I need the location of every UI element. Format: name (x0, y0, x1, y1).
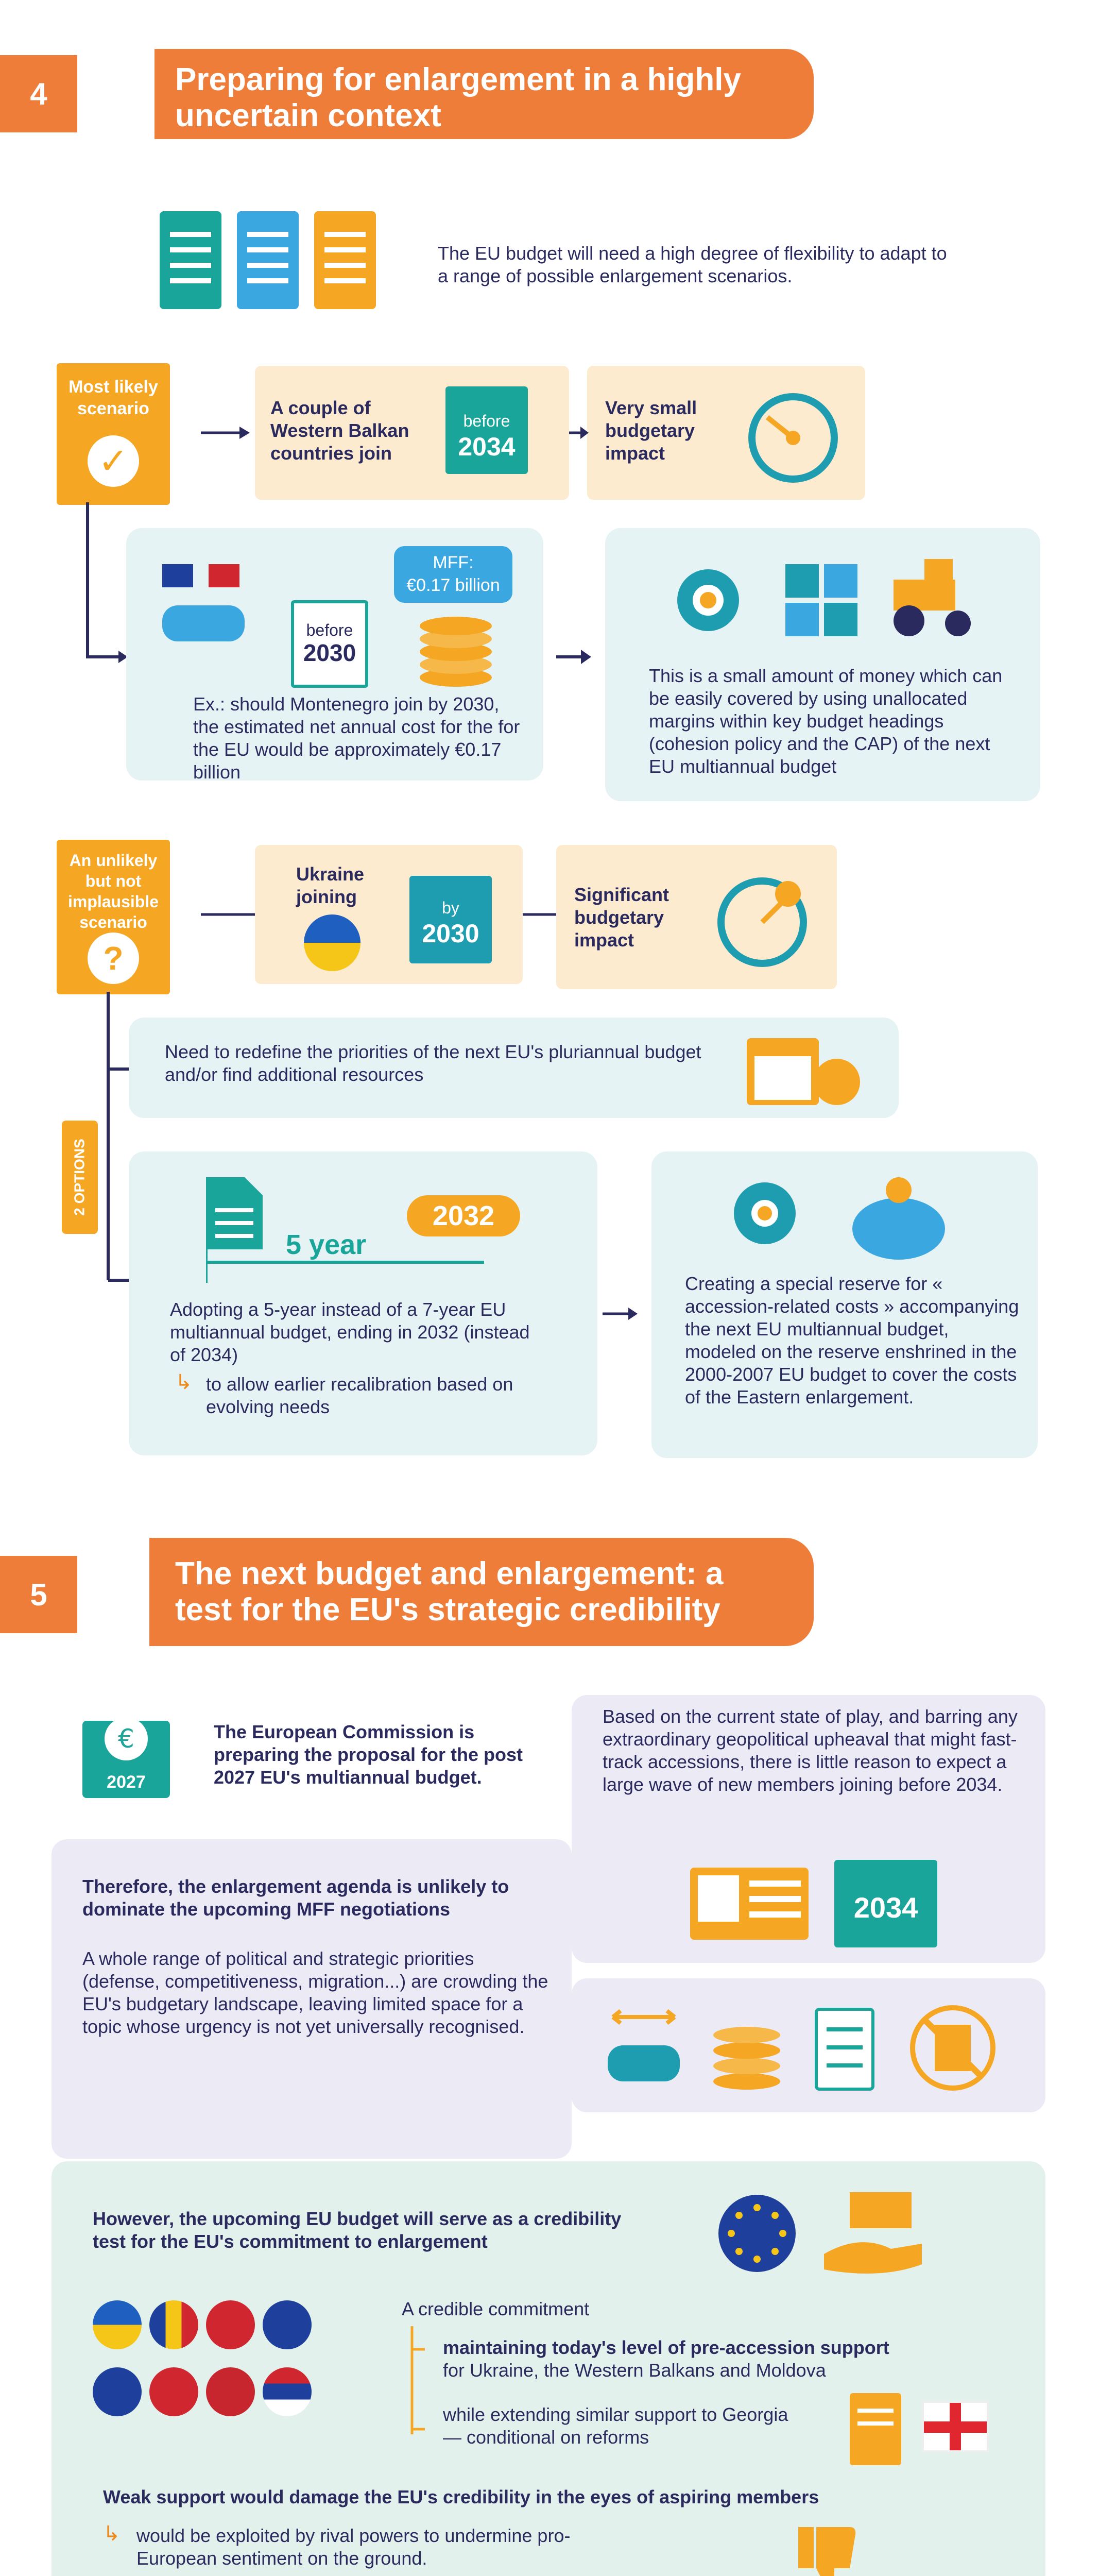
handshake-icon (603, 2002, 685, 2094)
arrow-icon (201, 425, 252, 440)
bracket-line (407, 2326, 427, 2445)
arrow-icon (569, 425, 590, 440)
option2-text: Creating a special reserve for « accession-related costs » accompanying the next EU multiannual budget, modeled on the reserve enshrined in the 2000-2007 EU budget to cover the costs of the Eastern enlargement. (685, 1273, 1019, 1408)
year-2027-label: 2027 (107, 1772, 146, 1792)
option1-box (129, 1151, 597, 1455)
tractor-icon (883, 554, 981, 641)
moldova-flag-icon (149, 2300, 198, 2349)
weak-support-text: Weak support would damage the EU's credibility in the eyes of aspiring members (103, 2486, 819, 2507)
calendar-icon: 2034 (834, 1860, 937, 1947)
calendar-icon: before 2030 (291, 600, 368, 688)
section-title: Preparing for enlargement in a highly uncertain context (154, 49, 814, 139)
serbia-flag-icon (263, 2367, 312, 2416)
arrow-icon (556, 647, 592, 667)
mff-bubble: MFF: €0.17 billion (394, 546, 512, 603)
puzzle-icon (780, 559, 863, 641)
intro-text: The EU budget will need a high degree of flexibility to adapt to a range of possible enlargement scenarios. (438, 243, 947, 286)
option1-text: Adopting a 5-year instead of a 7-year EU multiannual budget, ending in 2032 (instead of 2034) (170, 1299, 530, 1365)
montenegro-flag-icon (206, 2367, 255, 2416)
no-document-icon (906, 2002, 999, 2094)
coins-icon (708, 2009, 785, 2092)
therefore-box: Therefore, the enlargement agenda is unlikely to dominate the upcoming MFF negotiations A whole range of political and strategic priorities (defense, competitiveness, migration...) are crowding the EU's budgetary landscape, leaving limited space for a topic whose urgency is not yet universally recognised. (51, 1839, 572, 2159)
eu-flag-icon (716, 2192, 798, 2275)
sub-arrow-icon: ↳ (175, 1371, 193, 1394)
unlikely-scenario-label: An unlikely but not implausible scenario ? (57, 840, 170, 994)
likely-scenario-a: A couple of Western Balkan countries join before 2034 (255, 366, 569, 500)
commission-text: The European Commission is preparing the proposal for the post 2027 EU's multiannual budget. (214, 1721, 523, 1788)
extending-text: while extending similar support to Georgia — conditional on reforms (443, 2404, 788, 2448)
coins-icon (415, 611, 497, 688)
section4-header (0, 49, 814, 139)
documents-icon (149, 201, 386, 325)
gauge-icon (736, 381, 850, 484)
bosnia-flag-icon (263, 2300, 312, 2349)
montenegro-box (126, 528, 543, 781)
year-2032-badge: 2032 (407, 1195, 520, 1236)
current-state-box: Based on the current state of play, and barring any extraordinary geopolitical upheaval that might fast-track accessions, there is little reason to expect a large wave of new members joining before 2034. 2034 (572, 1695, 1045, 1963)
option1-subtext: to allow earlier recalibration based on evolving needs (206, 1374, 513, 1417)
options-label: 2 OPTIONS (62, 1121, 98, 1234)
candidate-flags (93, 2300, 309, 2429)
connector-arrow (77, 502, 129, 683)
piggy-bank-icon (842, 1172, 955, 1265)
arrow-icon (603, 1306, 639, 1321)
small-amount-text: This is a small amount of money which can be easily covered by using unallocated margins within key budget headings (cohesion policy and the CAP) of the next EU multiannual budget (649, 665, 1003, 777)
gear-icon (718, 1167, 811, 1260)
georgia-flag-icon (922, 2401, 989, 2452)
kosovo-flag-icon (93, 2367, 142, 2416)
question-icon: ? (88, 933, 139, 984)
section5-header (0, 1538, 814, 1651)
north-macedonia-flag-icon (149, 2367, 198, 2416)
maintain-text: maintaining today's level of pre-accession support for Ukraine, the Western Balkans and Moldova (443, 2337, 889, 2381)
five-year-label: 5 year (286, 1229, 367, 1260)
gauge-icon (706, 866, 819, 969)
likely-scenario-c: Very small budgetary impact (587, 366, 865, 500)
exploited-text: would be exploited by rival powers to undermine pro-European sentiment on the ground. (136, 2525, 571, 2569)
significant-box: Significant budgetary impact (556, 845, 837, 989)
priorities-icons-box (572, 1978, 1045, 2112)
id-card-icon (688, 1865, 811, 1942)
ukraine-flag-icon (93, 2300, 142, 2349)
calendar-icon: before 2034 (445, 386, 528, 474)
document-stamp-icon (847, 2391, 904, 2468)
svg-text:€: € (118, 1724, 134, 1754)
sub-arrow-icon: ↳ (103, 2522, 121, 2545)
ukraine-box: Ukraine joining by 2030 (255, 845, 523, 984)
likely-scenario-label: Most likely scenario ✓ (57, 363, 170, 505)
ukraine-flag-icon (304, 914, 360, 971)
montenegro-text: Ex.: should Montenegro join by 2030, the estimated net annual cost for the for the EU would be approximately €0.17 billion (193, 693, 520, 783)
redefine-box: Need to redefine the priorities of the next EU's pluriannual budget and/or find additional resources (129, 1018, 899, 1118)
albania-flag-icon (206, 2300, 255, 2349)
hand-money-icon (819, 2187, 932, 2280)
gear-icon (662, 554, 754, 647)
small-amount-box (605, 528, 1040, 801)
section-number: 4 (0, 55, 77, 132)
check-icon: ✓ (88, 435, 139, 487)
thumbs-down-icon (793, 2522, 860, 2576)
calendar-icon: by 2030 (409, 876, 492, 963)
calendar-coin-icon (742, 1033, 870, 1110)
checklist-icon (814, 2007, 875, 2092)
section-title: The next budget and enlargement: a test for the EU's strategic credibility (149, 1538, 814, 1646)
credibility-box: However, the upcoming EU budget will serve as a credibility test for the EU's commitment to enlargement A credible commitment maintaining today's level of pre-accession support for Ukraine, the Western Balkans and Moldova while extending similar support to Georgia — conditional on reforms Weak support would damage the EU's credibility in the eyes of aspiring members ↳ would be exploited by rival powers to undermine pro-European sentiment on the ground. (51, 2161, 1045, 2576)
credible-commitment: A credible commitment (402, 2298, 590, 2319)
handshake-flags-icon (152, 559, 255, 657)
section-number: 5 (0, 1556, 77, 1633)
option2-box (651, 1151, 1038, 1458)
